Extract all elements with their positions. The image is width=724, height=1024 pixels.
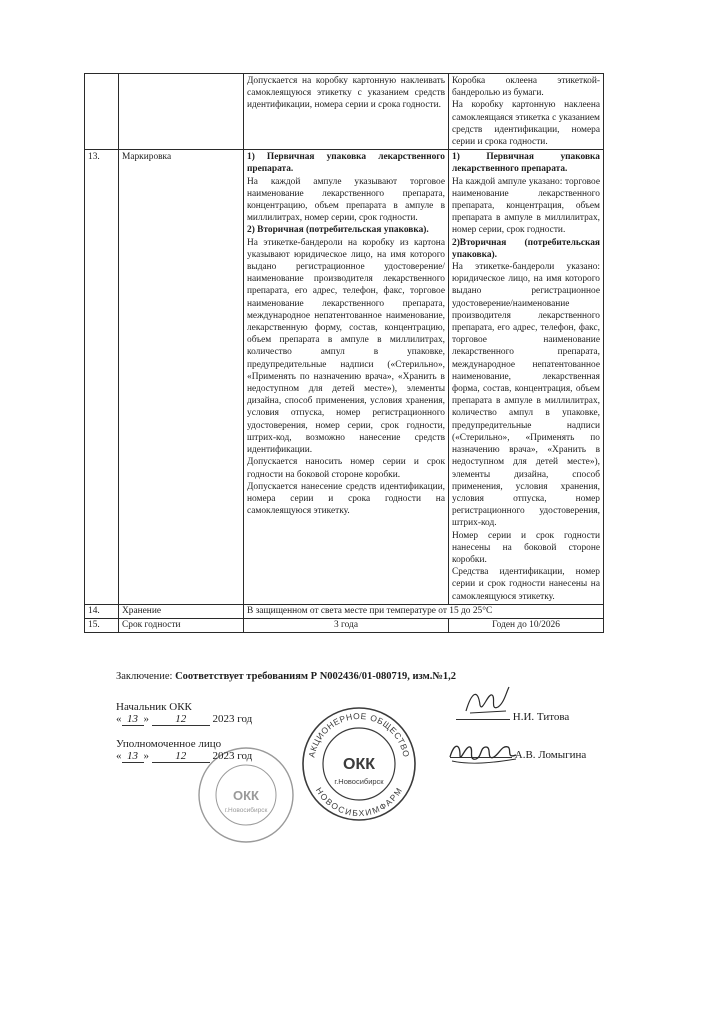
svg-text:НОВОСИБХИМФАРМ: НОВОСИБХИМФАРМ [313, 785, 405, 819]
table-row [85, 74, 604, 150]
authorized-title: Уполномоченное лицо [116, 738, 222, 750]
actual-cell [449, 74, 604, 150]
row-name [119, 74, 244, 150]
authorized-date [116, 750, 252, 763]
authorized-name: А.В. Ломыгина [514, 749, 587, 761]
date-year: 2023 год [212, 713, 253, 725]
spec-heading: 2) Вторичная (потребительская упаковка). [247, 225, 429, 236]
actual-text: На этикетке-бандероли указано: юридическое лицо, на имя которого выдано регистрационное удостоверение/наименование производителя лекарственного препарата, его адрес, телефон, факс, торговое наименование лекарственного препарата, международное непатентованное наименование, лекарственная форма, состав, концентрация, объем препарата в ампуле в миллилитрах, количество ампул в упаковке, предупредительные надписи («Стерильно», «Применять по назначению врача», «Хранить в недоступном для детей месте»), элементы дизайна, способ применения, условия хранения, условия отпуска, номер регистрационного удостоверения, штрих-код. [452, 262, 600, 529]
actual-text: Средства идентификации, номер серии и срок годности нанесены на самоклеящуюся этикетку. [452, 567, 600, 602]
table-row [85, 604, 604, 618]
head-signature-icon [462, 683, 512, 719]
row-number [85, 74, 119, 150]
spec-text: Допускается на коробку картонную наклеивать самоклеящуюся этикетку с указанием средств идентификации, номера серии и срока годности. [247, 76, 445, 111]
actual-cell [449, 150, 604, 605]
head-date [116, 713, 252, 726]
close-quote: » [143, 750, 149, 762]
signature-line [456, 719, 510, 720]
head-name: Н.И. Титова [512, 711, 570, 723]
conclusion-label: Заключение: [116, 671, 173, 682]
spec-text: Допускается нанесение средств идентификации, номера серии и срока годности на самоклеящуюся этикетку. [247, 481, 445, 517]
svg-text:АКЦИОНЕРНОЕ ОБЩЕСТВО: АКЦИОНЕРНОЕ ОБЩЕСТВО [306, 710, 412, 759]
open-quote: « [116, 713, 122, 725]
svg-text:ОКК: ОКК [233, 788, 259, 803]
row-number: 14. [85, 604, 119, 618]
svg-text:г.Новосибирск: г.Новосибирск [224, 807, 268, 814]
spec-cell: 3 года [244, 618, 449, 632]
spec-text: На этикетке-бандероли на коробку из картона указывают юридическое лицо, на имя которого выдано регистрационное удостоверение/наименование производителя лекарственного препарата, его адрес, телефон, факс, торговое наименование лекарственного препарата, международное непатентованное наименование, лекарственную форму, состав, концентрацию, объем препарата в ампуле в миллилитрах, количество ампул в упаковке, предупредительные надписи («Стерильно», «Применять по назначению врача», «Хранить в недоступном для детей месте»), элементы дизайна, способ применения, условия хранения, условия отпуска, номер регистрационного удостоверения, номер серии, срок годности, штрих-код, возможно нанесение средств идентификации. [247, 237, 445, 456]
spec-text: Допускается наносить номер серии и срок годности на боковой стороне коробки. [247, 457, 445, 480]
row-number: 15. [85, 618, 119, 632]
spec-cell [244, 74, 449, 150]
actual-heading: 2)Вторичная (потребительская упаковка). [452, 237, 600, 260]
svg-text:г.Новосибирск: г.Новосибирск [334, 777, 384, 786]
table-row [85, 150, 604, 605]
actual-text: На каждой ампуле указано: торговое наименование лекарственного препарата, концентрация, объем препарата в ампуле в миллилитрах, номер серии, срок годности. [452, 176, 600, 236]
date-month: 12 [152, 713, 210, 726]
row-name: Маркировка [119, 150, 244, 605]
open-quote: « [116, 750, 122, 762]
actual-cell: Годен до 10/2026 [449, 618, 604, 632]
row-name: Хранение [119, 604, 244, 618]
spec-cell [244, 150, 449, 605]
head-signature-block [116, 701, 252, 726]
conclusion [116, 671, 456, 682]
company-stamp [300, 705, 418, 823]
date-day: 13 [122, 713, 144, 726]
date-month: 12 [152, 750, 210, 763]
date-year: 2023 год [212, 750, 253, 762]
specification-table [84, 73, 604, 633]
row-number: 13. [85, 150, 119, 605]
storage-value: В защищенном от света месте при температуре от 15 до 25°С [244, 604, 604, 618]
svg-text:ОКК: ОКК [343, 756, 375, 773]
conclusion-text: Соответствует требованиям Р N002436/01-080719, изм.№1,2 [175, 671, 457, 682]
table-row [85, 618, 604, 632]
actual-heading: 1) Первичная упаковка лекарственного препарата. [452, 152, 600, 175]
actual-text: На коробку картонную наклеена самоклеящаяся этикетка с указанием средств идентификации, номера серии и срока годности. [452, 100, 600, 148]
actual-text: Номер серии и срок годности нанесены на боковой стороне коробки. [452, 530, 600, 565]
spec-text: На каждой ампуле указывают торговое наименование лекарственного препарата, концентрацию, объем препарата в ампуле в миллилитрах, номер серии, срок годности. [247, 176, 445, 224]
row-name: Срок годности [119, 618, 244, 632]
authorized-signature-icon [446, 735, 520, 769]
head-title: Начальник ОКК [116, 701, 192, 713]
actual-text: Коробка оклеена этикеткой-бандеролью из бумаги. [452, 76, 600, 99]
date-day: 13 [122, 750, 144, 763]
spec-heading: 1) Первичная упаковка лекарственного препарата. [247, 152, 445, 175]
close-quote: » [143, 713, 149, 725]
authorized-signature-block [116, 738, 252, 763]
